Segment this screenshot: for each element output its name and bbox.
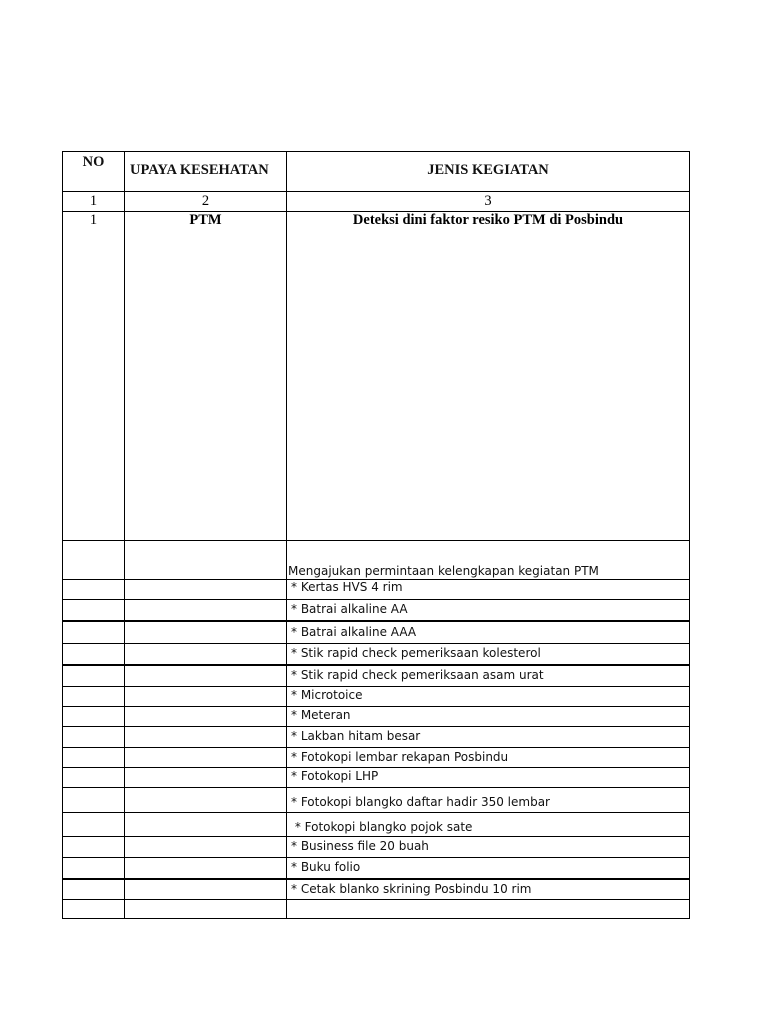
request-heading: Mengajukan permintaan kelengkapan kegiatan PTM bbox=[287, 541, 690, 580]
item-text: * Fotokopi blangko daftar hadir 350 lembar bbox=[287, 788, 690, 813]
list-item bbox=[63, 727, 690, 748]
header-upaya: UPAYA KESEHATAN bbox=[125, 152, 287, 192]
item-text: * Batrai alkaline AA bbox=[287, 600, 690, 621]
list-item bbox=[63, 837, 690, 858]
list-item bbox=[63, 644, 690, 665]
item-text: * Fotokopi LHP bbox=[287, 768, 690, 788]
list-item bbox=[63, 580, 690, 600]
main-row bbox=[63, 212, 690, 541]
item-text: * Meteran bbox=[287, 707, 690, 727]
item-text: * Business file 20 buah bbox=[287, 837, 690, 858]
header-no: NO bbox=[63, 152, 125, 192]
list-item bbox=[63, 748, 690, 768]
header-row bbox=[63, 152, 690, 192]
item-text: * Cetak blanko skrining Posbindu 10 rim bbox=[287, 879, 690, 900]
list-item bbox=[63, 813, 690, 837]
list-item bbox=[63, 707, 690, 727]
main-row-upaya: PTM bbox=[125, 212, 287, 541]
item-text: * Buku folio bbox=[287, 858, 690, 879]
main-row-no: 1 bbox=[63, 212, 125, 541]
item-text: * Batrai alkaline AAA bbox=[287, 621, 690, 644]
list-item bbox=[63, 621, 690, 644]
list-item bbox=[63, 788, 690, 813]
item-text: * Fotokopi lembar rekapan Posbindu bbox=[287, 748, 690, 768]
kegiatan-table bbox=[62, 151, 690, 919]
item-text: * Kertas HVS 4 rim bbox=[287, 580, 690, 600]
col-number-1: 1 bbox=[63, 192, 125, 212]
item-text: * Stik rapid check pemeriksaan kolesterol bbox=[287, 644, 690, 665]
list-item bbox=[63, 879, 690, 900]
item-text: * Lakban hitam besar bbox=[287, 727, 690, 748]
request-heading-row bbox=[63, 541, 690, 580]
item-text: * Fotokopi blangko pojok sate bbox=[287, 813, 690, 837]
col-number-2: 2 bbox=[125, 192, 287, 212]
main-row-jenis: Deteksi dini faktor resiko PTM di Posbindu bbox=[287, 212, 690, 541]
header-jenis: JENIS KEGIATAN bbox=[287, 152, 690, 192]
list-item bbox=[63, 687, 690, 707]
item-text: * Microtoice bbox=[287, 687, 690, 707]
item-text: * Stik rapid check pemeriksaan asam urat bbox=[287, 665, 690, 687]
list-item bbox=[63, 665, 690, 687]
list-item bbox=[63, 768, 690, 788]
list-item bbox=[63, 858, 690, 879]
empty-row bbox=[63, 900, 690, 919]
list-item bbox=[63, 600, 690, 621]
col-number-3: 3 bbox=[287, 192, 690, 212]
column-number-row bbox=[63, 192, 690, 212]
